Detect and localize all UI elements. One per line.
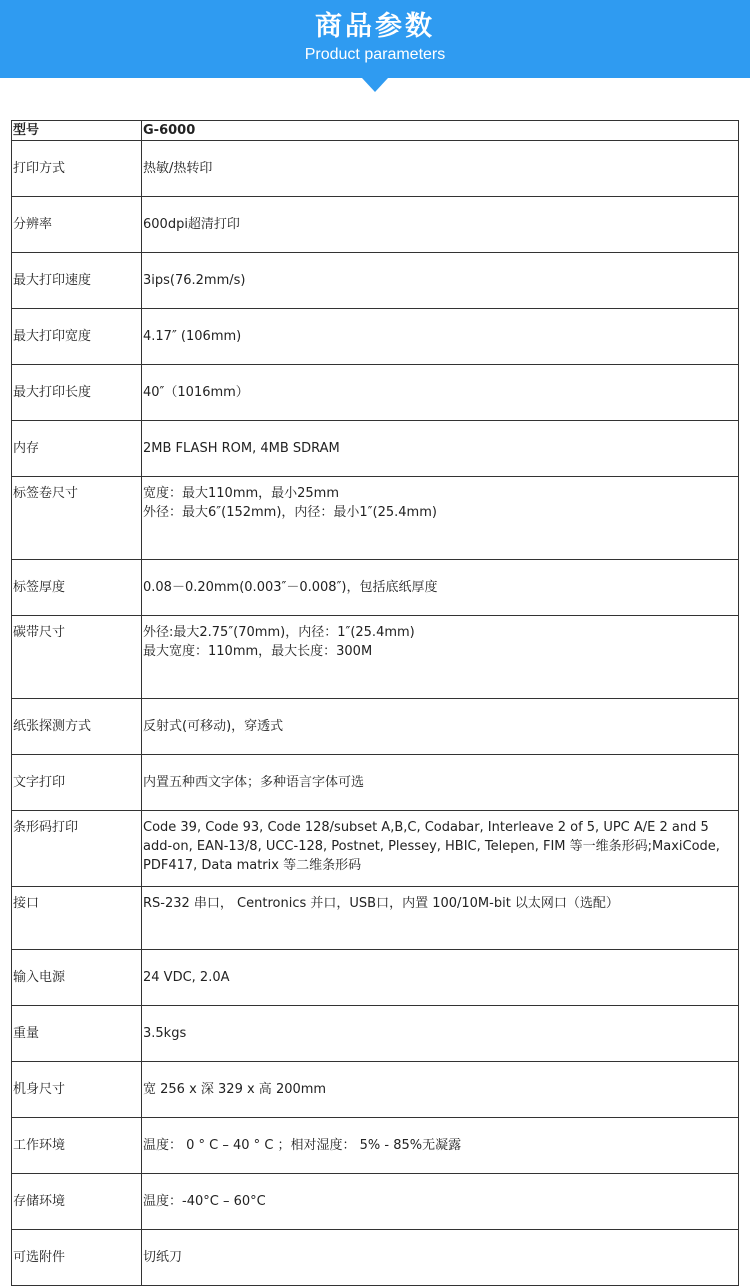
- spec-value: [142, 1062, 739, 1118]
- spec-value: [142, 560, 739, 616]
- banner-pointer-arrow: [362, 78, 388, 92]
- spec-row: [12, 1006, 739, 1062]
- spec-value: [142, 811, 739, 887]
- spec-row: [12, 477, 739, 560]
- spec-value-line: 温度： 0 ° C – 40 ° C ；相对湿度： 5% - 85%无凝露: [143, 1138, 462, 1153]
- spec-row: [12, 121, 739, 141]
- spec-label: 文字打印: [12, 755, 142, 811]
- spec-row: [12, 811, 739, 887]
- spec-value-line: 热敏/热转印: [143, 161, 213, 176]
- spec-value-line: 宽度：最大110mm，最小25mm: [143, 486, 340, 501]
- spec-row: [12, 197, 739, 253]
- spec-value-line: 内置五种西文字体；多种语言字体可选: [143, 775, 365, 790]
- spec-value-line: 40″（1016mm）: [143, 385, 249, 400]
- spec-value: [142, 141, 739, 197]
- spec-value: [142, 421, 739, 477]
- spec-value-line: 3.5kgs: [143, 1026, 187, 1041]
- spec-value-line: 最大宽度：110mm，最大长度：300M: [143, 644, 373, 659]
- spec-table-body: [12, 121, 739, 1286]
- spec-row: [12, 1174, 739, 1230]
- spec-value-line: 4.17″ (106mm): [143, 329, 242, 344]
- spec-value-line: 600dpi超清打印: [143, 217, 240, 232]
- spec-label: 内存: [12, 421, 142, 477]
- spec-value-line: Code 39, Code 93, Code 128/subset A,B,C, Codabar, Interleave 2 of 5, UPC A/E 2 and 5 add-on, EAN-13/8, UCC-128, Postnet, Plessey, HBIC, Telepen, FIM 等一维条形码;MaxiCode, PDF417, Data matrix 等二维条形码: [143, 820, 725, 873]
- spec-label: 标签厚度: [12, 560, 142, 616]
- spec-value-line: 反射式(可移动)，穿透式: [143, 719, 284, 734]
- spec-label: 重量: [12, 1006, 142, 1062]
- spec-label: 输入电源: [12, 950, 142, 1006]
- spec-value-line: 外径:最大2.75″(70mm)，内径：1″(25.4mm): [143, 625, 415, 640]
- spec-row: [12, 309, 739, 365]
- page-title: 商品参数: [315, 11, 435, 42]
- header-banner: [0, 0, 750, 78]
- spec-label: 标签卷尺寸: [12, 477, 142, 560]
- spec-label: 存储环境: [12, 1174, 142, 1230]
- spec-label: 打印方式: [12, 141, 142, 197]
- spec-table: [11, 120, 739, 1286]
- spec-row: [12, 1230, 739, 1286]
- spec-value: [142, 755, 739, 811]
- spec-value: [142, 121, 739, 141]
- spec-row: [12, 1118, 739, 1174]
- page-subtitle: Product parameters: [304, 46, 446, 63]
- spec-value-line: 2MB FLASH ROM, 4MB SDRAM: [143, 441, 340, 456]
- spec-label: 机身尺寸: [12, 1062, 142, 1118]
- spec-label: 接口: [12, 887, 142, 950]
- spec-value-line: 0.08－0.20mm(0.003″－0.008″)，包括底纸厚度: [143, 580, 438, 595]
- spec-row: [12, 141, 739, 197]
- spec-label: 条形码打印: [12, 811, 142, 887]
- spec-label: 最大打印长度: [12, 365, 142, 421]
- spec-label: 型号: [12, 121, 142, 141]
- spec-row: [12, 1062, 739, 1118]
- spec-value-line: 切纸刀: [143, 1250, 183, 1265]
- spec-value: [142, 365, 739, 421]
- spec-row: [12, 253, 739, 309]
- spec-label: 纸张探测方式: [12, 699, 142, 755]
- spec-value-line: RS-232 串口， Centronics 并口，USB口，内置 100/10M-bit 以太网口（选配）: [143, 896, 619, 911]
- spec-value: [142, 197, 739, 253]
- spec-value: [142, 616, 739, 699]
- spec-row: [12, 365, 739, 421]
- spec-row: [12, 421, 739, 477]
- spec-row: [12, 616, 739, 699]
- spec-value: [142, 1006, 739, 1062]
- spec-row: [12, 887, 739, 950]
- spec-value: [142, 477, 739, 560]
- spec-value: [142, 1118, 739, 1174]
- spec-label: 分辨率: [12, 197, 142, 253]
- spec-value: [142, 950, 739, 1006]
- spec-label: 工作环境: [12, 1118, 142, 1174]
- spec-value: [142, 887, 739, 950]
- spec-value-line: 3ips(76.2mm/s): [143, 273, 246, 288]
- spec-value-line: 外径：最大6″(152mm)，内径：最小1″(25.4mm): [143, 505, 437, 520]
- spec-value-line: 24 VDC, 2.0A: [143, 970, 230, 985]
- spec-label: 可选附件: [12, 1230, 142, 1286]
- spec-row: [12, 755, 739, 811]
- spec-value-line: 宽 256 x 深 329 x 高 200mm: [143, 1082, 327, 1097]
- spec-value-line: G-6000: [143, 123, 196, 138]
- spec-value: [142, 1174, 739, 1230]
- spec-row: [12, 950, 739, 1006]
- spec-label: 最大打印速度: [12, 253, 142, 309]
- spec-label: 碳带尺寸: [12, 616, 142, 699]
- spec-label: 最大打印宽度: [12, 309, 142, 365]
- spec-value: [142, 253, 739, 309]
- spec-value: [142, 309, 739, 365]
- spec-value: [142, 699, 739, 755]
- spec-value: [142, 1230, 739, 1286]
- spec-value-line: 温度：-40°C – 60°C: [143, 1194, 266, 1209]
- spec-row: [12, 699, 739, 755]
- spec-row: [12, 560, 739, 616]
